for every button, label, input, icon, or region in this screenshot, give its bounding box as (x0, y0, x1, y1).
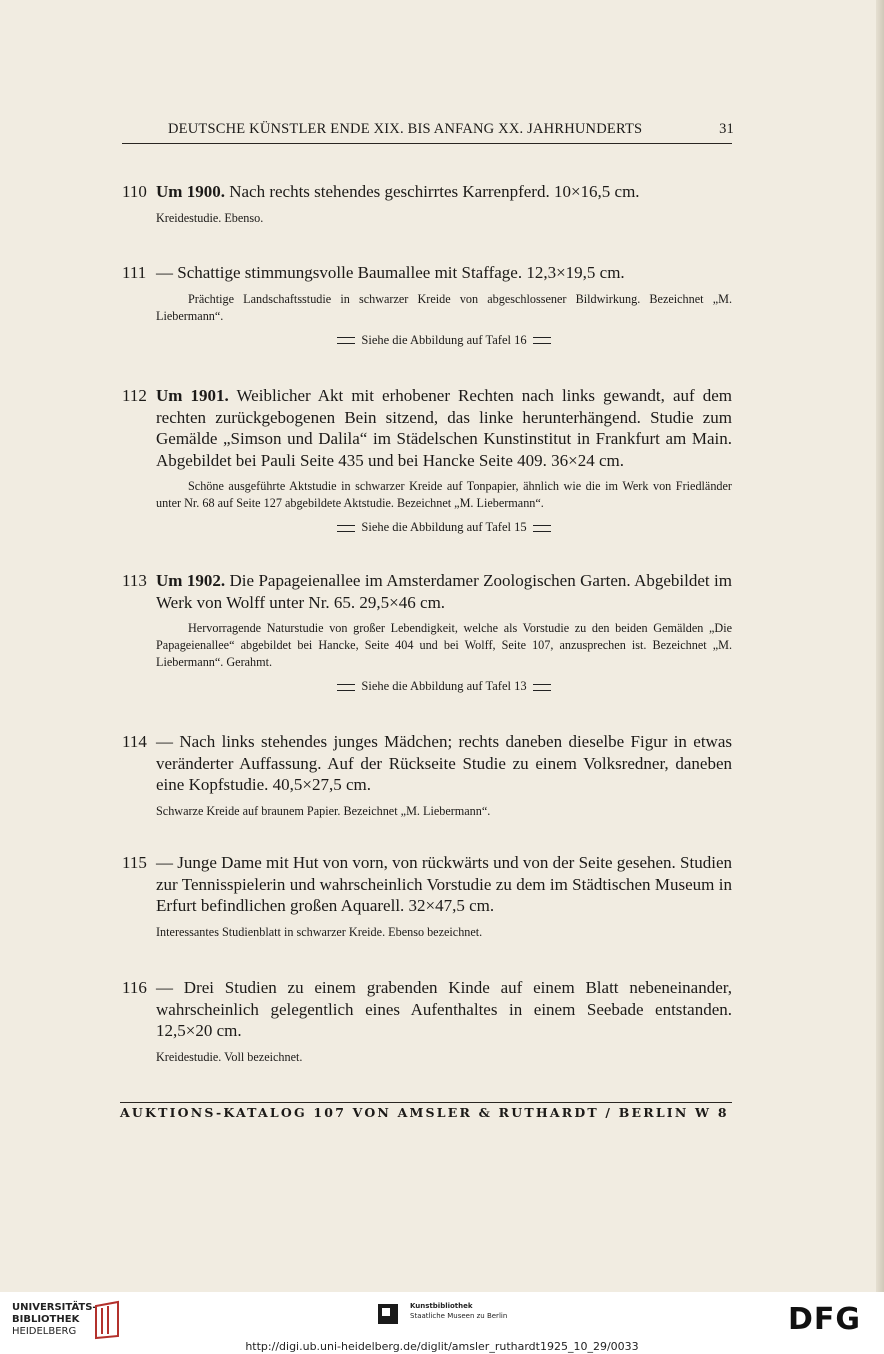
entry-text (122, 385, 732, 471)
university-logo-icon (90, 1300, 124, 1340)
kunstbibliothek-logo-icon (376, 1302, 402, 1326)
header-title: DEUTSCHE KÜNSTLER ENDE XIX. BIS ANFANG XX. JAHRHUNDERTS (168, 121, 643, 137)
catalog-entry-112 (122, 385, 732, 535)
entry-date: Um 1902. (156, 571, 226, 590)
entry-text (122, 181, 732, 203)
entry-note: Schöne ausgeführte Aktstudie in schwarzer Kreide auf Tonpapier, ähnlich wie die im Werk von Friedländer unter Nr. 68 auf Seite 127 abgebildete Aktstudie. Bezeichnet „M. Liebermann“. (156, 479, 732, 510)
catalog-entry-110 (122, 181, 732, 227)
plate-reference: Siehe die Abbildung auf Tafel 16 (122, 333, 732, 348)
catalog-entry-115 (122, 852, 732, 941)
entry-description: Weiblicher Akt mit erhobener Rechten nach links gewandt, auf dem rechten zurückgebogenen Bein sitzend, das linke herunterhängend. Studie zum Gemälde „Simson und Dalila“ im Städelschen Kunstinstitut in Frankfurt am Main. Abgebildet bei Pauli Seite 435 und bei Hancke Seite 409. 36×24 cm. (156, 386, 732, 470)
entry-number: 116 (122, 978, 147, 997)
footer-rule (120, 1102, 732, 1103)
entry-number: 111 (122, 263, 147, 282)
page-number: 31 (719, 121, 734, 137)
entry-description: Nach rechts stehendes geschirrtes Karrenpferd. 10×16,5 cm. (224, 182, 640, 201)
entry-text (122, 852, 732, 917)
entry-note: Kreidestudie. Ebenso. (156, 210, 264, 225)
entry-number: 114 (122, 732, 147, 751)
source-url[interactable]: http://digi.ub.uni-heidelberg.de/diglit/amsler_ruthardt1925_10_29/0033 (245, 1340, 639, 1353)
entry-description: — Drei Studien zu einem grabenden Kinde auf einem Blatt nebeneinander, wahrscheinlich gelegentlich eines Aufenthaltes in einem Seebade entstanden. 12,5×20 cm. (156, 978, 732, 1040)
entry-number: 115 (122, 853, 147, 872)
catalog-entry-116 (122, 977, 732, 1066)
entry-description: — Junge Dame mit Hut von vorn, von rückwärts und von der Seite gesehen. Studien zur Tennisspielerin und wahrscheinlich Vorstudie zu dem im Städtischen Museum in Erfurt befindlichen großen Aquarell. 32×47,5 cm. (156, 853, 733, 915)
entry-text (122, 731, 732, 796)
page-edge (876, 0, 884, 1292)
entry-description: — Nach links stehendes junges Mädchen; rechts daneben dieselbe Figur in etwas veränderter Auffassung. Auf der Rückseite Studie zu einem Volksredner, daneben eine Kopfstudie. 40,5×27,5 cm. (156, 732, 732, 794)
entry-date: Um 1901. (156, 386, 229, 405)
dfg-logo: DFG (788, 1302, 862, 1337)
entry-date: Um 1900. (156, 182, 225, 201)
header-rule (122, 143, 732, 144)
running-header (112, 121, 734, 138)
catalog-entry-111 (122, 262, 732, 348)
entry-note: Hervorragende Naturstudie von großer Lebendigkeit, welche als Vorstudie zu den beiden Gemälden „Die Papageienallee“ abgebildet bei Hancke, Seite 404 und bei Wolff, Seite 107, anzusprechen ist. Bezeichnet „M. Liebermann“. Gerahmt. (156, 621, 732, 669)
catalog-footer: AUKTIONS-KATALOG 107 VON AMSLER & RUTHARDT / BERLIN W 8 (120, 1105, 729, 1120)
entry-note: Kreidestudie. Voll bezeichnet. (156, 1049, 303, 1064)
entry-number: 110 (122, 182, 147, 201)
entry-text (122, 262, 732, 284)
university-library-label: UNIVERSITÄTS- BIBLIOTHEK HEIDELBERG (12, 1302, 97, 1337)
plate-reference: Siehe die Abbildung auf Tafel 15 (122, 520, 732, 535)
kunstbibliothek-label: Kunstbibliothek Staatliche Museen zu Berlin (410, 1302, 508, 1320)
entry-text (122, 570, 732, 613)
entry-text (122, 977, 732, 1042)
plate-reference: Siehe die Abbildung auf Tafel 13 (122, 679, 732, 694)
catalog-entry-113 (122, 570, 732, 694)
entry-note: Schwarze Kreide auf braunem Papier. Bezeichnet „M. Liebermann“. (156, 803, 491, 818)
entry-description: — Schattige stimmungsvolle Baumallee mit Staffage. 12,3×19,5 cm. (156, 263, 625, 282)
entry-note: Interessantes Studienblatt in schwarzer Kreide. Ebenso bezeichnet. (156, 924, 483, 939)
entry-number: 113 (122, 571, 147, 590)
entry-note: Prächtige Landschaftsstudie in schwarzer Kreide von abgeschlossener Bildwirkung. Bezeichnet „M. Liebermann“. (156, 291, 732, 323)
entry-description: Die Papageienallee im Amsterdamer Zoologischen Garten. Abgebildet im Werk von Wolff unter Nr. 65. 29,5×46 cm. (156, 571, 732, 612)
entry-number: 112 (122, 386, 147, 405)
catalog-entry-114 (122, 731, 732, 820)
